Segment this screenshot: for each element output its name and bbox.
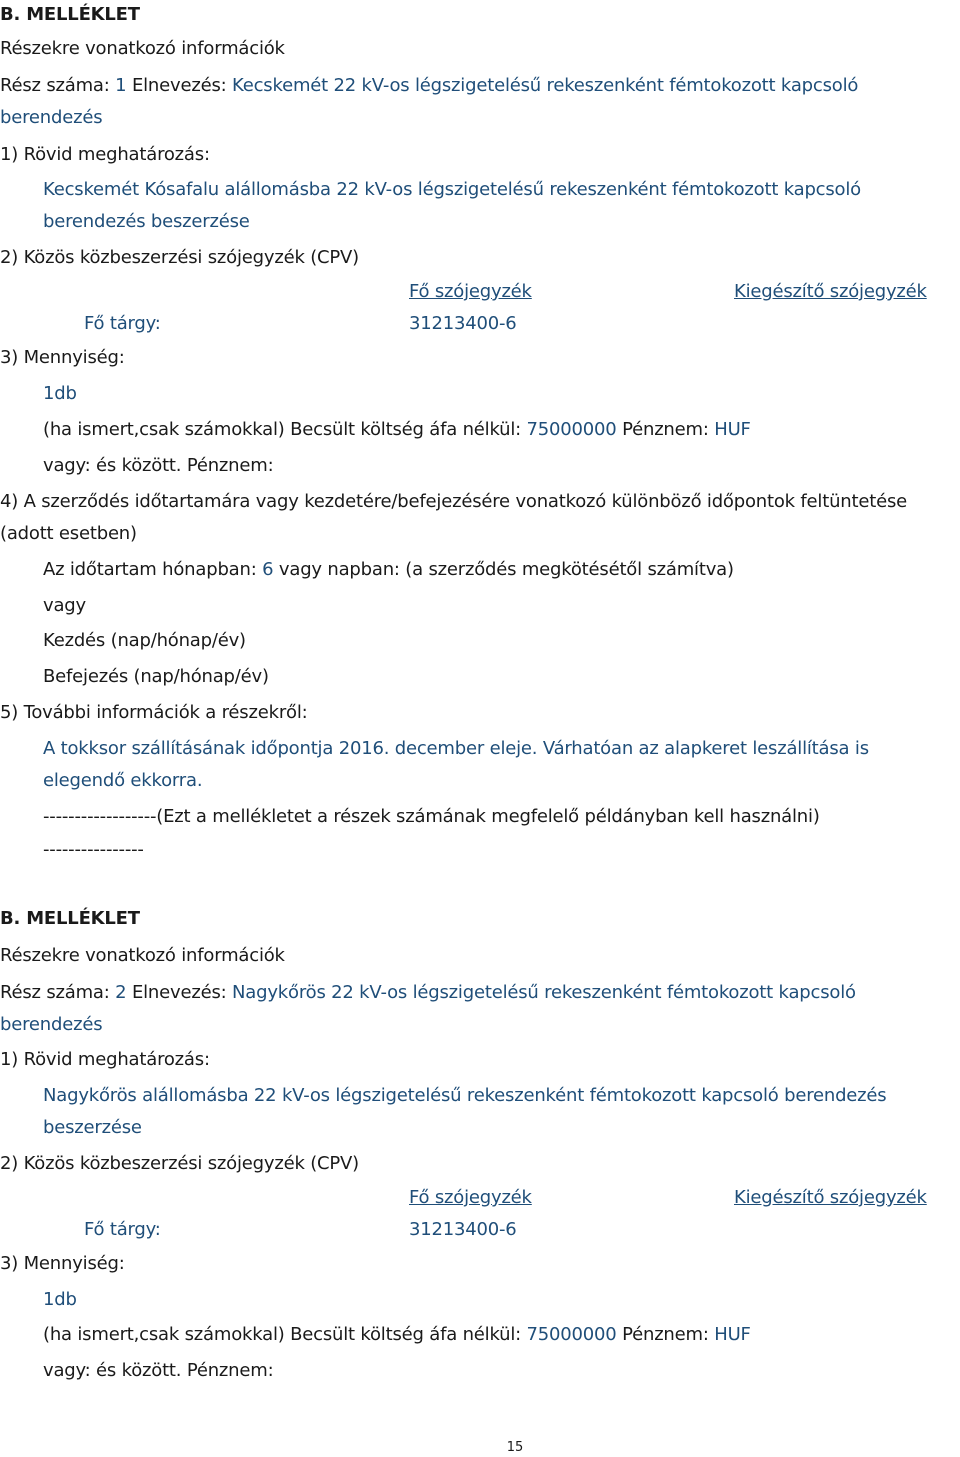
duration-label: 4) A szerződés időtartamára vagy kezdetére/befejezésére vonatkozó különböző időpontok feltüntetése: [0, 491, 908, 512]
duration-days-label: vagy napban: (a szerződés megkötésétől számítva): [278, 559, 734, 580]
cpv-code: 31213400-6: [409, 313, 517, 334]
part-name: Kecskemét 22 kV-os légszigetelésű rekeszenként fémtokozott kapcsoló: [232, 75, 859, 96]
annex-heading: B. MELLÉKLET: [0, 4, 140, 25]
quantity-value: 1db: [43, 383, 77, 404]
short-desc-text-cont: beszerzése: [43, 1117, 142, 1138]
short-desc-label: 1) Rövid meghatározás:: [0, 1049, 210, 1070]
short-desc-text: Kecskemét Kósafalu alállomásba 22 kV-os légszigetelésű rekeszenként fémtokozott kapcsoló: [43, 179, 861, 200]
part-number: 1: [115, 75, 127, 96]
cpv-label: 2) Közös közbeszerzési szójegyzék (CPV): [0, 247, 359, 268]
supp-vocab-header: Kiegészítő szójegyzék: [734, 1187, 927, 1208]
estimate-value: 75000000: [526, 1324, 617, 1345]
duration-months-line: [43, 558, 734, 582]
usage-note-cont: ----------------: [43, 839, 144, 860]
part-number-label: Rész száma:: [0, 75, 110, 96]
quantity-label: 3) Mennyiség:: [0, 347, 125, 368]
usage-note: ------------------(Ezt a mellékletet a részek számának megfelelő példányban kell használni): [43, 806, 820, 827]
short-desc-text: Nagykőrös alállomásba 22 kV-os légszigetelésű rekeszenként fémtokozott kapcsoló berendezés: [43, 1085, 887, 1106]
part-name: Nagykőrös 22 kV-os légszigetelésű rekeszenként fémtokozott kapcsoló: [232, 982, 856, 1003]
cpv-label: 2) Közös közbeszerzési szójegyzék (CPV): [0, 1153, 359, 1174]
quantity-label: 3) Mennyiség:: [0, 1253, 125, 1274]
part-number-label: Rész száma:: [0, 982, 110, 1003]
short-desc-label: 1) Rövid meghatározás:: [0, 144, 210, 165]
main-object-label: Fő tárgy:: [84, 1219, 161, 1240]
currency-label: Pénznem:: [622, 419, 709, 440]
annex-heading: B. MELLÉKLET: [0, 908, 140, 929]
estimate-value: 75000000: [526, 419, 617, 440]
part-number: 2: [115, 982, 127, 1003]
range-line: vagy: és között. Pénznem:: [43, 455, 274, 476]
part-name-label: Elnevezés:: [131, 75, 227, 96]
range-line: vagy: és között. Pénznem:: [43, 1360, 274, 1381]
short-desc-text-cont: berendezés beszerzése: [43, 211, 250, 232]
quantity-value: 1db: [43, 1289, 77, 1310]
duration-start: Kezdés (nap/hónap/év): [43, 630, 246, 651]
main-vocab-header: Fő szójegyzék: [409, 281, 532, 302]
part-name-cont: berendezés: [0, 107, 103, 128]
main-vocab-header: Fő szójegyzék: [409, 1187, 532, 1208]
cpv-code: 31213400-6: [409, 1219, 517, 1240]
annex-subtitle: Részekre vonatkozó információk: [0, 945, 285, 966]
part-name-label: Elnevezés:: [131, 982, 227, 1003]
page-number: 15: [506, 1440, 524, 1455]
estimate-label: (ha ismert,csak számokkal) Becsült költség áfa nélkül:: [43, 419, 521, 440]
duration-months-label: Az időtartam hónapban:: [43, 559, 257, 580]
estimate-line: [43, 418, 751, 442]
duration-end: Befejezés (nap/hónap/év): [43, 666, 269, 687]
additional-info-label: 5) További információk a részekről:: [0, 702, 308, 723]
additional-info-text: A tokksor szállításának időpontja 2016. december eleje. Várhatóan az alapkeret leszállítása is: [43, 738, 869, 759]
part-name-cont: berendezés: [0, 1014, 103, 1035]
currency-label: Pénznem:: [622, 1324, 709, 1345]
duration-label-cont: (adott esetben): [0, 523, 137, 544]
part-name-line: [0, 981, 856, 1005]
currency-value: HUF: [714, 1324, 751, 1345]
additional-info-text-cont: elegendő ekkorra.: [43, 770, 203, 791]
supp-vocab-header: Kiegészítő szójegyzék: [734, 281, 927, 302]
duration-or: vagy: [43, 595, 86, 616]
duration-months-value: 6: [262, 559, 274, 580]
main-object-label: Fő tárgy:: [84, 313, 161, 334]
estimate-line: [43, 1323, 751, 1347]
estimate-label: (ha ismert,csak számokkal) Becsült költség áfa nélkül:: [43, 1324, 521, 1345]
currency-value: HUF: [714, 419, 751, 440]
part-name-line: [0, 74, 858, 98]
annex-subtitle: Részekre vonatkozó információk: [0, 38, 285, 59]
